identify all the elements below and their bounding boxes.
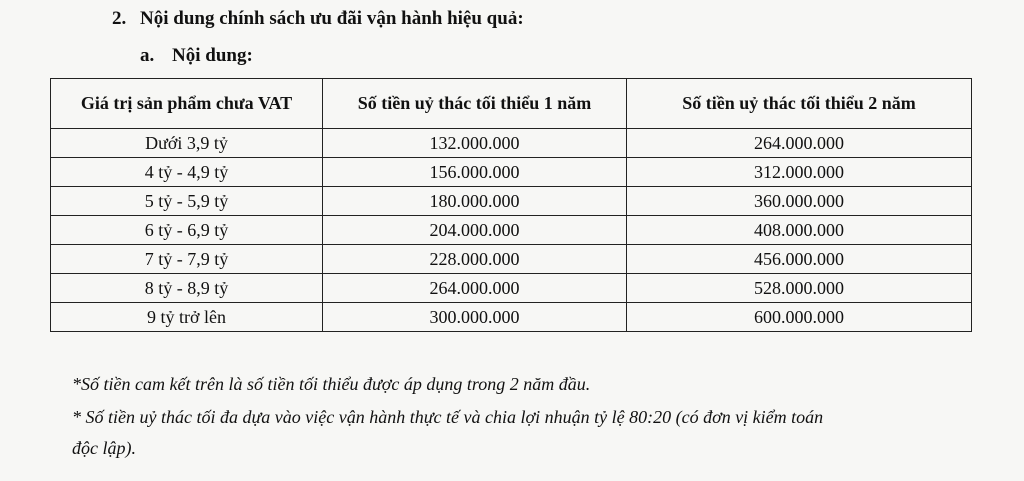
cell-product-value: 5 tỷ - 5,9 tỷ (51, 187, 323, 216)
table-row (51, 187, 972, 216)
footnote-commitment: *Số tiền cam kết trên là số tiền tối thiểu được áp dụng trong 2 năm đầu. (72, 374, 591, 394)
cell-min-2-years: 408.000.000 (627, 216, 972, 245)
header-min-2-years: Số tiền uỷ thác tối thiểu 2 năm (627, 79, 972, 129)
cell-min-1-year: 132.000.000 (323, 129, 627, 158)
table-row (51, 129, 972, 158)
table-row (51, 274, 972, 303)
table-header-row (51, 79, 972, 129)
cell-min-1-year: 264.000.000 (323, 274, 627, 303)
cell-min-2-years: 312.000.000 (627, 158, 972, 187)
footnote-max-trust-continued: độc lập). (72, 438, 136, 458)
cell-min-1-year: 180.000.000 (323, 187, 627, 216)
section-heading (112, 8, 524, 30)
cell-product-value: 9 tỷ trở lên (51, 303, 323, 332)
table-row (51, 216, 972, 245)
cell-min-2-years: 600.000.000 (627, 303, 972, 332)
section-number: 2. (112, 8, 127, 29)
cell-min-1-year: 228.000.000 (323, 245, 627, 274)
cell-min-2-years: 456.000.000 (627, 245, 972, 274)
trust-amount-table (50, 78, 972, 332)
section-title: Nội dung chính sách ưu đãi vận hành hiệu quả: (140, 8, 524, 29)
header-min-1-year: Số tiền uỷ thác tối thiểu 1 năm (323, 79, 627, 129)
cell-min-1-year: 300.000.000 (323, 303, 627, 332)
footnote-max-trust: * Số tiền uỷ thác tối đa dựa vào việc vận hành thực tế và chia lợi nhuận tỷ lệ 80:20 (có đơn vị kiểm toán (72, 407, 824, 427)
cell-min-1-year: 204.000.000 (323, 216, 627, 245)
subsection-title: Nội dung: (172, 45, 253, 66)
subsection-heading (140, 45, 253, 67)
cell-product-value: 4 tỷ - 4,9 tỷ (51, 158, 323, 187)
cell-product-value: 8 tỷ - 8,9 tỷ (51, 274, 323, 303)
cell-product-value: 6 tỷ - 6,9 tỷ (51, 216, 323, 245)
table-row (51, 245, 972, 274)
cell-min-1-year: 156.000.000 (323, 158, 627, 187)
cell-min-2-years: 264.000.000 (627, 129, 972, 158)
table-row (51, 158, 972, 187)
table-row (51, 303, 972, 332)
header-product-value: Giá trị sản phẩm chưa VAT (51, 79, 323, 129)
subsection-number: a. (140, 45, 155, 66)
cell-product-value: Dưới 3,9 tỷ (51, 129, 323, 158)
cell-product-value: 7 tỷ - 7,9 tỷ (51, 245, 323, 274)
cell-min-2-years: 360.000.000 (627, 187, 972, 216)
cell-min-2-years: 528.000.000 (627, 274, 972, 303)
